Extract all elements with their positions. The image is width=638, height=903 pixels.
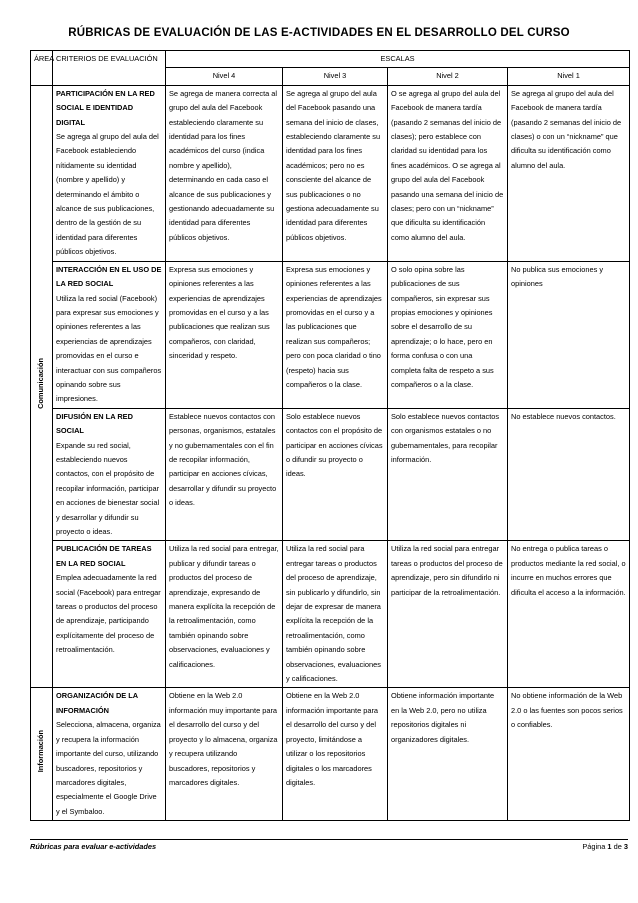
level-4-cell: Obtiene en la Web 2.0 información muy importante para el desarrollo del curso y del proyecto y lo almacena, organiza y recupera utilizando buscadores, repositorios y marcadores digitales. xyxy=(166,688,283,821)
level-3-cell: Obtiene en la Web 2.0 información importante para el desarrollo del curso y del proyecto, limitándose a utilizar o los repositorios digitales o los marcadores digitales. xyxy=(283,688,388,821)
criterion-cell xyxy=(53,85,166,261)
criterion-desc: Utiliza la red social (Facebook) para expresar sus emociones y opiniones referentes a las experiencias de aprendizajes promovidas en el curso e interactuar con sus compañeros opinando sobre sus impresiones. xyxy=(56,293,162,404)
header-row-1 xyxy=(31,51,630,68)
table-row xyxy=(31,541,630,688)
criterion-cell xyxy=(53,261,166,408)
criterion-title: INTERACCIÓN EN EL USO DE LA RED SOCIAL xyxy=(56,264,162,289)
header-area: ÁREA xyxy=(31,51,53,86)
level-3-cell: Se agrega al grupo del aula del Facebook pasando una semana del inicio de clases, estableciendo claramente su identidad para los fines académicos; pero no es consciente del alcance de sus publicaciones o no gestiona adecuadamente su identidad para diferentes públicos objetivos. xyxy=(283,85,388,261)
page-title: RÚBRICAS DE EVALUACIÓN DE LAS E-ACTIVIDADES EN EL DESARROLLO DEL CURSO xyxy=(68,27,570,39)
criterion-title: DIFUSIÓN EN LA RED SOCIAL xyxy=(56,411,133,436)
footer-title: Rúbricas para evaluar e-actividades xyxy=(30,842,157,851)
area-cell-informacion xyxy=(31,688,53,821)
header-nivel-1: Nivel 1 xyxy=(508,68,630,85)
criterion-cell xyxy=(53,541,166,688)
level-2-cell: O solo opina sobre las publicaciones de sus compañeros, sin expresar sus propias emociones y opiniones sobre el desarrollo de su aprendizaje; o lo hace, pero en forma confusa o con una completa falta de respeto a sus compañeros o a la clase. xyxy=(388,261,508,408)
area-cell-comunicacion xyxy=(31,85,53,688)
table-row xyxy=(31,688,630,821)
level-4-cell: Utiliza la red social para entregar, publicar y difundir tareas o productos del proceso de aprendizaje, expresando de manera explícita la recepción de la retroalimentación, como también opinando sobre observaciones, evaluaciones y calificaciones. xyxy=(166,541,283,688)
header-escalas: ESCALAS xyxy=(166,51,630,68)
level-1-cell: Se agrega al grupo del aula del Facebook de manera tardía (pasando 2 semanas del inicio de clases) o con un “nickname” que dificulta su identificación como alumno del aula. xyxy=(508,85,630,261)
table-row xyxy=(31,408,630,541)
area-label: Comunicación xyxy=(36,358,46,410)
level-2-cell: Utiliza la red social para entregar tareas o productos del proceso de aprendizaje, pero sin difundirlo ni participar de la retroalimentación. xyxy=(388,541,508,688)
page-number xyxy=(582,842,628,851)
level-1-cell: No entrega o publica tareas o productos mediante la red social, o incurre en muchos errores que dificulta el acceso a la información. xyxy=(508,541,630,688)
area-label: Información xyxy=(36,730,46,773)
level-2-cell: Obtiene información importante en la Web 2.0, pero no utiliza repositorios digitales ni organizadores digitales. xyxy=(388,688,508,821)
level-3-cell: Solo establece nuevos contactos con el propósito de participar en acciones cívicas o difundir su proyecto o ideas. xyxy=(283,408,388,541)
criterion-desc: Emplea adecuadamente la red social (Facebook) para entregar tareas o productos del proceso de aprendizaje, participando explícitamente del proceso de retroalimentación. xyxy=(56,573,161,655)
level-2-cell: Solo establece nuevos contactos con organismos estatales o no gubernamentales, para recopilar información. xyxy=(388,408,508,541)
page-total: 3 xyxy=(623,842,628,851)
table-row xyxy=(31,261,630,408)
criterion-cell xyxy=(53,408,166,541)
of-label: de xyxy=(613,842,622,851)
criterion-title: PUBLICACIÓN DE TAREAS EN LA RED SOCIAL xyxy=(56,544,152,568)
header-nivel-4: Nivel 4 xyxy=(166,68,283,85)
criterion-desc: Se agrega al grupo del aula del Facebook estableciendo nítidamente su identidad (nombre y apellido) y determinando el ámbito o alcance de sus publicaciones, dentro de la gestión de su identidad para diferentes públicos objetivos. xyxy=(56,132,159,257)
criterion-title: PARTICIPACIÓN EN LA RED SOCIAL E IDENTIDAD DIGITAL xyxy=(56,88,155,127)
level-1-cell: No establece nuevos contactos. xyxy=(508,408,630,541)
page-footer xyxy=(30,839,628,851)
page-current: 1 xyxy=(607,842,612,851)
page-label: Página xyxy=(582,842,606,851)
criterion-desc: Expande su red social, estableciendo nuevos contactos, con el propósito de recopilar información, participar en acciones de bienestar social y desarrollar y difundir su proyecto o ideas. xyxy=(56,440,160,536)
header-criterios: CRITERIOS DE EVALUACIÓN xyxy=(53,51,166,86)
level-1-cell: No obtiene información de la Web 2.0 o las fuentes son pocos serios o confiables. xyxy=(508,688,630,821)
level-3-cell: Expresa sus emociones y opiniones referentes a las experiencias de aprendizajes promovidas en el curso y a las publicaciones que realizan sus compañeros; pero con poca claridad o tino (respeto) hacia sus compañeros o la clase. xyxy=(283,261,388,408)
criterion-desc: Selecciona, almacena, organiza y recupera la información importante del curso, utilizando buscadores, repositorios y marcadores digitales, especialmente el Google Drive y el Symbaloo. xyxy=(56,720,161,816)
criterion-title: ORGANIZACIÓN DE LA INFORMACIÓN xyxy=(56,691,138,715)
header-nivel-2: Nivel 2 xyxy=(388,68,508,85)
rubric-table xyxy=(30,50,630,821)
level-1-cell: No publica sus emociones y opiniones xyxy=(508,261,630,408)
level-4-cell: Se agrega de manera correcta al grupo del aula del Facebook estableciendo claramente su identidad para los fines académicos del curso (indica nombre y apellido), determinando en cada caso el alcance de sus publicaciones y gestionando adecuadamente su identidad para diferentes públicos objetivos. xyxy=(166,85,283,261)
level-4-cell: Expresa sus emociones y opiniones referentes a las experiencias de aprendizajes promovidas en el curso y a las publicaciones que realizan sus compañeros, con claridad, sinceridad y respeto. xyxy=(166,261,283,408)
level-4-cell: Establece nuevos contactos con personas, organismos, estatales y no gubernamentales con el fin de recopilar información, participar en acciones cívicas, desarrollar y difundir su proyecto o ideas. xyxy=(166,408,283,541)
header-nivel-3: Nivel 3 xyxy=(283,68,388,85)
criterion-cell xyxy=(53,688,166,821)
table-row xyxy=(31,85,630,261)
level-3-cell: Utiliza la red social para entregar tareas o productos del proceso de aprendizaje, sin publicarlo y difundirlo, sin dejar de expresar de manera explícita la recepción de la retroalimentación, como también opinando sobre observaciones, evaluaciones y calificaciones. xyxy=(283,541,388,688)
level-2-cell: O se agrega al grupo del aula del Facebook de manera tardía (pasando 2 semanas del inicio de clases); pero establece con claridad su identidad para los fines académicos. O se agrega al grupo del aula del Facebook pasando una semana del inicio de clases; pero con un “nickname” que dificulta su identificación como alumno del aula. xyxy=(388,85,508,261)
